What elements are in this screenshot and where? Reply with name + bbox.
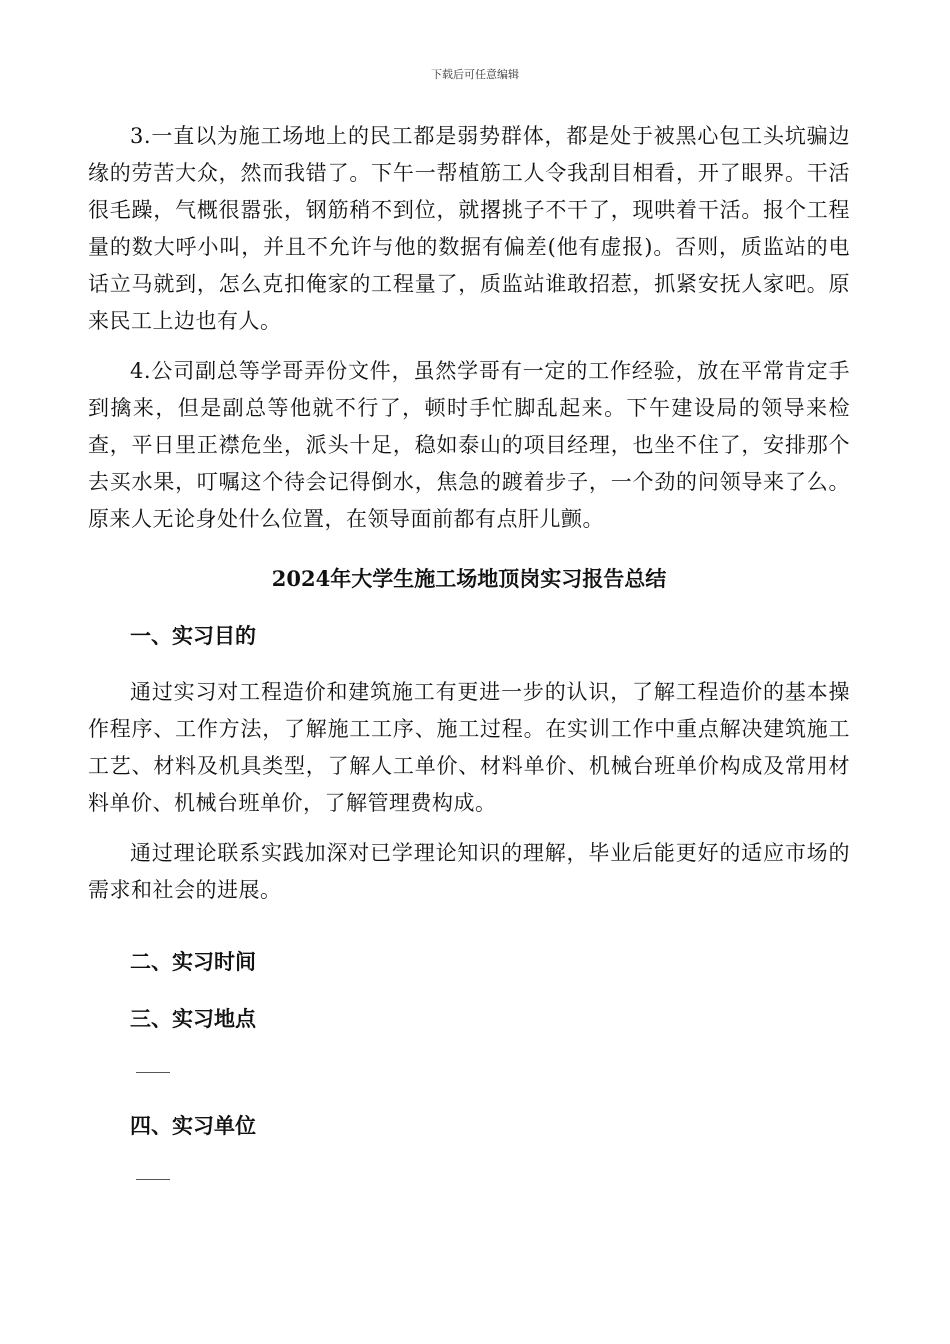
document-title: 2024年大学生施工场地顶岗实习报告总结 bbox=[271, 566, 667, 591]
unit-blank-line bbox=[136, 1179, 170, 1180]
section-heading-location: 三、实习地点 bbox=[130, 1006, 256, 1031]
location-blank-line bbox=[136, 1072, 170, 1073]
section-heading-time: 二、实习时间 bbox=[130, 949, 256, 974]
section-heading-unit: 四、实习单位 bbox=[130, 1113, 256, 1138]
purpose-paragraph-1: 通过实习对工程造价和建筑施工有更进一步的认识，了解工程造价的基本操作程序、工作方法，了解施工工序、施工过程。在实训工作中重点解决建筑施工工艺、材料及机具类型，了解人工单价、材料单价、机械台班单价构成及常用材料单价、机械台班单价，了解管理费构成。 bbox=[88, 680, 850, 815]
paragraph-item-4: 4.公司副总等学哥弄份文件，虽然学哥有一定的工作经验，放在平常肯定手到擒来，但是副总等他就不行了，顿时手忙脚乱起来。下午建设局的领导来检查，平日里正襟危坐，派头十足，稳如泰山的项目经理，也坐不住了，安排那个去买水果，叮嘱这个待会记得倒水，焦急的踱着步子，一个劲的问领导来了么。原来人无论身处什么位置，在领导面前都有点肝儿颤。 bbox=[88, 359, 850, 531]
document-body bbox=[88, 118, 850, 1180]
paragraph-item-3: 3.一直以为施工场地上的民工都是弱势群体，都是处于被黑心包工头坑骗边缘的劳苦大众，然而我错了。下午一帮植筋工人令我刮目相看，开了眼界。干活很毛躁，气概很嚣张，钢筋稍不到位，就撂挑子不干了，现哄着干活。报个工程量的数大呼小叫，并且不允许与他的数据有偏差(他有虚报)。否则，质监站的电话立马就到，怎么克扣俺家的工程量了，质监站谁敢招惹，抓紧安抚人家吧。原来民工上边也有人。 bbox=[88, 124, 850, 333]
section-heading-purpose: 一、实习目的 bbox=[130, 623, 256, 648]
purpose-paragraph-2: 通过理论联系实践加深对已学理论知识的理解，毕业后能更好的适应市场的需求和社会的进展。 bbox=[88, 841, 850, 902]
page-header-note: 下载后可任意编辑 bbox=[431, 68, 519, 81]
